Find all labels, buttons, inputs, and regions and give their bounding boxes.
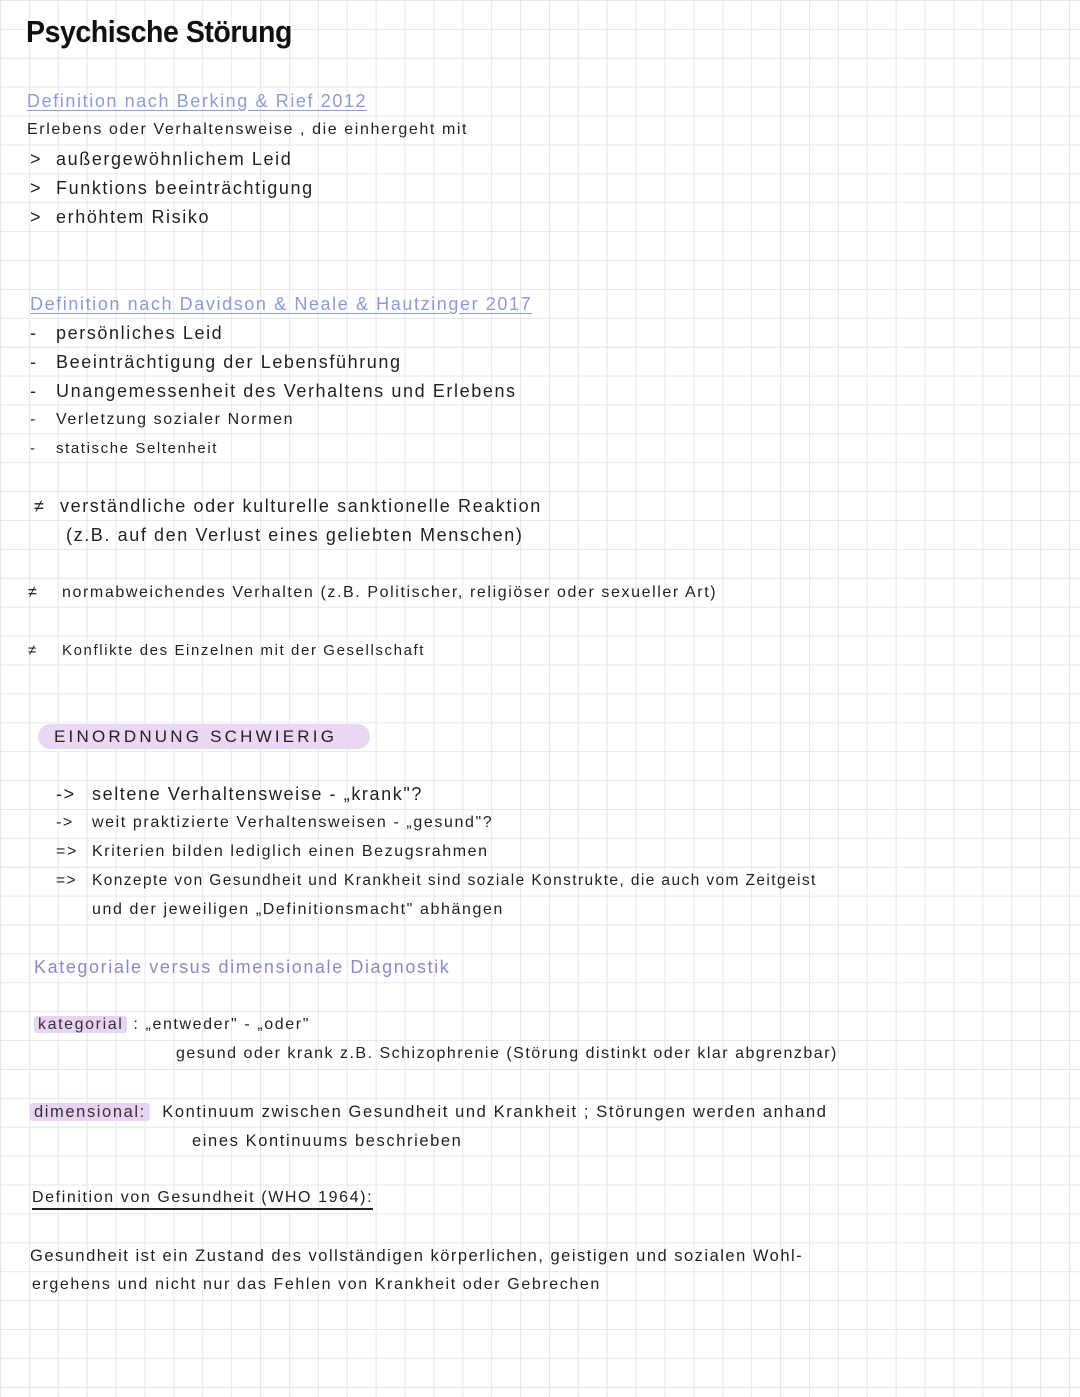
section2-item [30,438,218,460]
item-text: weit praktizierte Verhaltensweisen - „gesund"? [92,814,494,831]
who-line: Gesundheit ist ein Zustand des vollständigen körperlichen, geistigen und sozialen Wohl- [30,1247,804,1265]
notequal-item [34,495,542,517]
section2-item [30,322,223,344]
section2-item [30,380,517,402]
item-text: Kriterien bilden lediglich einen Bezugsrahmen [92,843,489,860]
double-arrow-icon: => [56,843,78,860]
section2-item [30,351,402,373]
einordnung-line [56,783,423,805]
item-text: Beeinträchtigung der Lebensführung [56,352,402,372]
bullet-marker: - [30,352,38,372]
section2-heading: Definition nach Davidson & Neale & Hautzinger 2017 [30,294,533,314]
einordnung-line [56,841,489,863]
bullet-marker: > [30,178,43,198]
notequal-item [28,640,425,662]
notequal-item-cont: (z.B. auf den Verlust eines geliebten Menschen) [66,525,524,545]
bullet-marker: > [30,149,43,169]
who-line: ergehens und nicht nur das Fehlen von Krankheit oder Gebrechen [32,1276,601,1293]
dimensional-row [30,1101,828,1123]
einordnung-line [56,870,817,892]
item-text: : „entweder" - „oder" [133,1016,310,1033]
section1-item [30,148,292,170]
bullet-marker: - [30,381,38,401]
einordnung-heading: EINORDNUNG SCHWIERIG [54,727,338,746]
item-text: Konzepte von Gesundheit und Krankheit sind soziale Konstrukte, die auch vom Zeitgeist [92,872,817,889]
bullet-marker: - [30,323,38,343]
bullet-marker: - [30,440,37,457]
item-text: Funktions beeinträchtigung [56,178,314,198]
dimensional-label: dimensional: [30,1103,150,1121]
einordnung-line [56,812,493,834]
item-text: Unangemessenheit des Verhaltens und Erlebens [56,381,517,401]
not-equal-icon: ≠ [28,584,39,601]
notequal-item [28,582,717,604]
kategorial-line: gesund oder krank z.B. Schizophrenie (Störung distinkt oder klar abgrenzbar) [176,1045,838,1062]
arrow-icon: -> [56,814,74,831]
dimensional-line: eines Kontinuums beschrieben [192,1132,463,1150]
item-text: verständliche oder kulturelle sanktionelle Reaktion [60,496,542,516]
not-equal-icon: ≠ [28,642,38,659]
kategorial-row [34,1014,310,1036]
who-heading [32,1187,373,1209]
section1-heading: Definition nach Berking & Rief 2012 [27,91,368,111]
einordnung-line-cont: und der jeweiligen „Definitionsmacht" abhängen [92,901,504,918]
item-text: normabweichendes Verhalten (z.B. Politischer, religiöser oder sexueller Art) [62,584,718,601]
bullet-marker: > [30,207,43,227]
page-title: Psychische Störung [26,14,292,49]
item-text: Verletzung sozialer Normen [56,411,295,428]
section2-item [30,409,294,431]
who-heading-text: Definition von Gesundheit (WHO 1964): [32,1189,373,1210]
item-text: Konflikte des Einzelnen mit der Gesellschaft [62,642,426,659]
bullet-marker: - [30,411,37,428]
section1-item [30,177,314,199]
item-text: seltene Verhaltensweise - „krank"? [92,784,423,804]
diagnostik-heading: Kategoriale versus dimensionale Diagnostik [34,957,451,977]
arrow-icon: -> [56,784,76,804]
item-text: außergewöhnlichem Leid [56,149,293,169]
item-text: persönliches Leid [56,323,224,343]
item-text: statische Seltenheit [56,440,219,457]
kategorial-label: kategorial [34,1016,127,1033]
section1-item [30,206,210,228]
item-text: Kontinuum zwischen Gesundheit und Krankheit ; Störungen werden anhand [162,1103,828,1121]
item-text: erhöhtem Risiko [56,207,211,227]
not-equal-icon: ≠ [34,496,46,516]
double-arrow-icon: => [56,872,77,889]
section1-intro: Erlebens oder Verhaltensweise , die einhergeht mit [27,121,469,138]
